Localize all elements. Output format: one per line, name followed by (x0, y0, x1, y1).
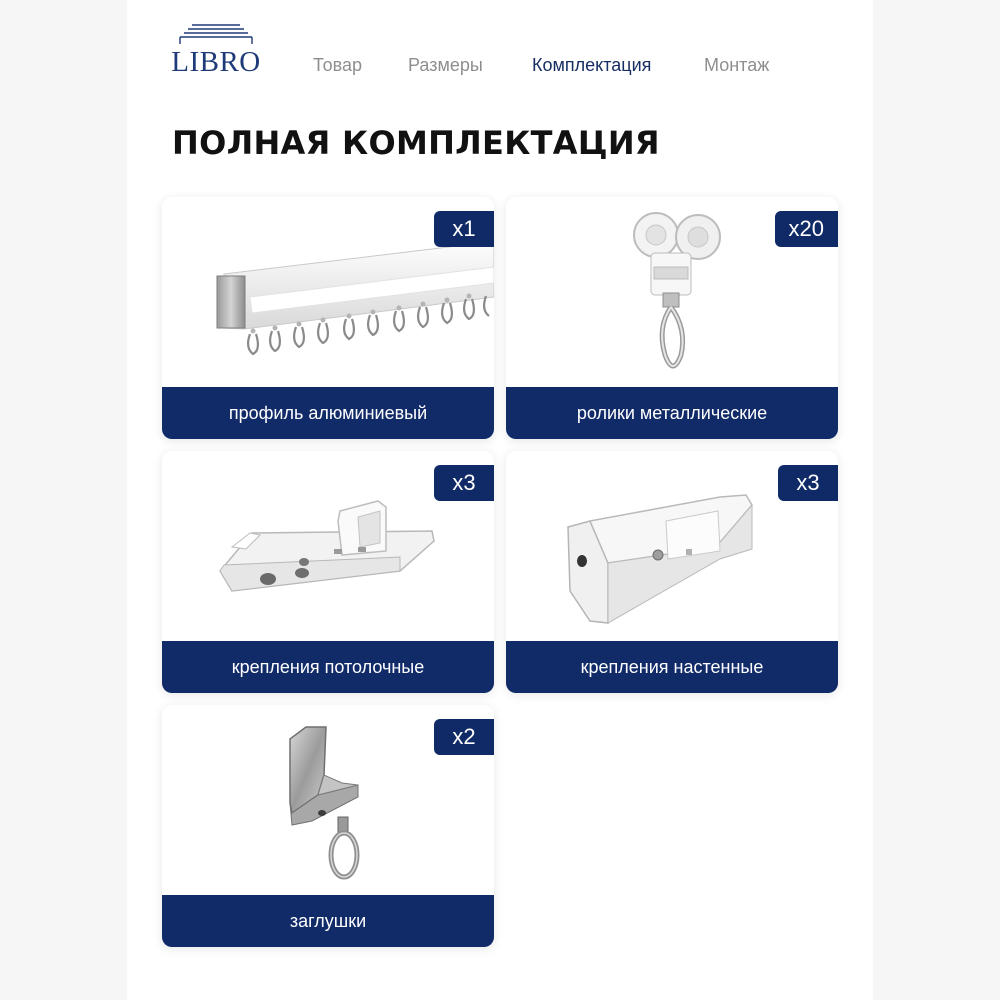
top-nav (0, 55, 1000, 79)
kit-card-wall-brackets (506, 451, 838, 693)
kit-card-profile (162, 197, 494, 439)
quantity-badge: x3 (434, 465, 494, 501)
logo-roof-icon (170, 22, 262, 46)
item-label: ролики металлические (506, 387, 838, 439)
page-title: ПОЛНАЯ КОМПЛЕКТАЦИЯ (172, 124, 660, 162)
quantity-badge: x20 (775, 211, 838, 247)
quantity-badge: x2 (434, 719, 494, 755)
kit-card-end-caps (162, 705, 494, 947)
item-label: заглушки (162, 895, 494, 947)
nav-item-installation[interactable]: Монтаж (704, 55, 770, 75)
brand-name: LIBRO (171, 46, 261, 78)
nav-item-product[interactable]: Товар (313, 55, 362, 75)
nav-item-sizes[interactable]: Размеры (408, 55, 483, 75)
quantity-badge: x1 (434, 211, 494, 247)
item-label: крепления потолочные (162, 641, 494, 693)
quantity-badge: x3 (778, 465, 838, 501)
kit-card-rollers (506, 197, 838, 439)
kit-card-ceiling-brackets (162, 451, 494, 693)
item-label: профиль алюминиевый (162, 387, 494, 439)
nav-item-kit[interactable]: Комплектация (532, 55, 652, 75)
item-label: крепления настенные (506, 641, 838, 693)
